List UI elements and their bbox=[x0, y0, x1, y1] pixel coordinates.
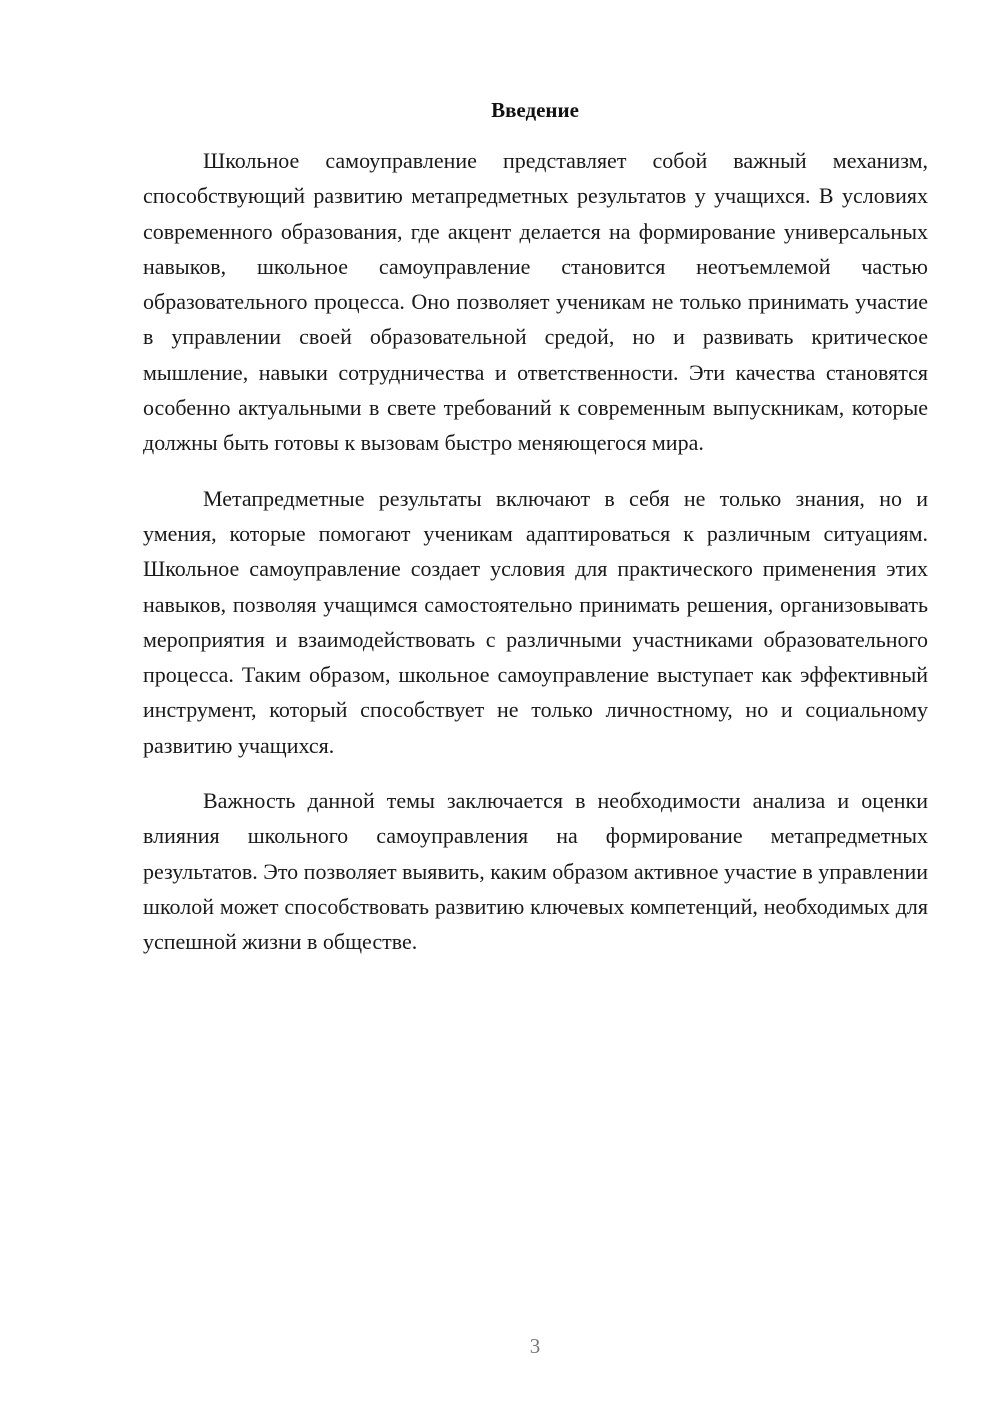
paragraph-1: Школьное самоуправление представляет собой важный механизм, способствующий развитию метапредметных результатов у учащихся. В условиях современного образования, где акцент делается на формирование универсальных навыков, школьное самоуправление становится неотъемлемой частью образовательного процесса. Оно позволяет ученикам не только принимать участие в управлении своей образовательной средой, но и развивать критическое мышление, навыки сотрудничества и ответственности. Эти качества становятся особенно актуальными в свете требований к современным выпускникам, которые должны быть готовы к вызовам быстро меняющегося мира. bbox=[143, 148, 928, 456]
paragraph-2: Метапредметные результаты включают в себя не только знания, но и умения, которые помогают ученикам адаптироваться к различным ситуациям. Школьное самоуправление создает условия для практического применения этих навыков, позволяя учащимся самостоятельно принимать решения, организовывать мероприятия и взаимодействовать с различными участниками образовательного процесса. Таким образом, школьное самоуправление выступает как эффективный инструмент, который способствует не только личностному, но и социальному развитию учащихся. bbox=[143, 485, 928, 758]
section-heading: Введение bbox=[491, 98, 579, 122]
paragraph-3: Важность данной темы заключается в необходимости анализа и оценки влияния школьного самоуправления на формирование метапредметных результатов. Это позволяет выявить, каким образом активное участие в управлении школой может способствовать развитию ключевых компетенций, необходимых для успешной жизни в обществе. bbox=[143, 788, 928, 955]
body-text bbox=[143, 143, 928, 980]
page-number: 3 bbox=[529, 1334, 541, 1358]
